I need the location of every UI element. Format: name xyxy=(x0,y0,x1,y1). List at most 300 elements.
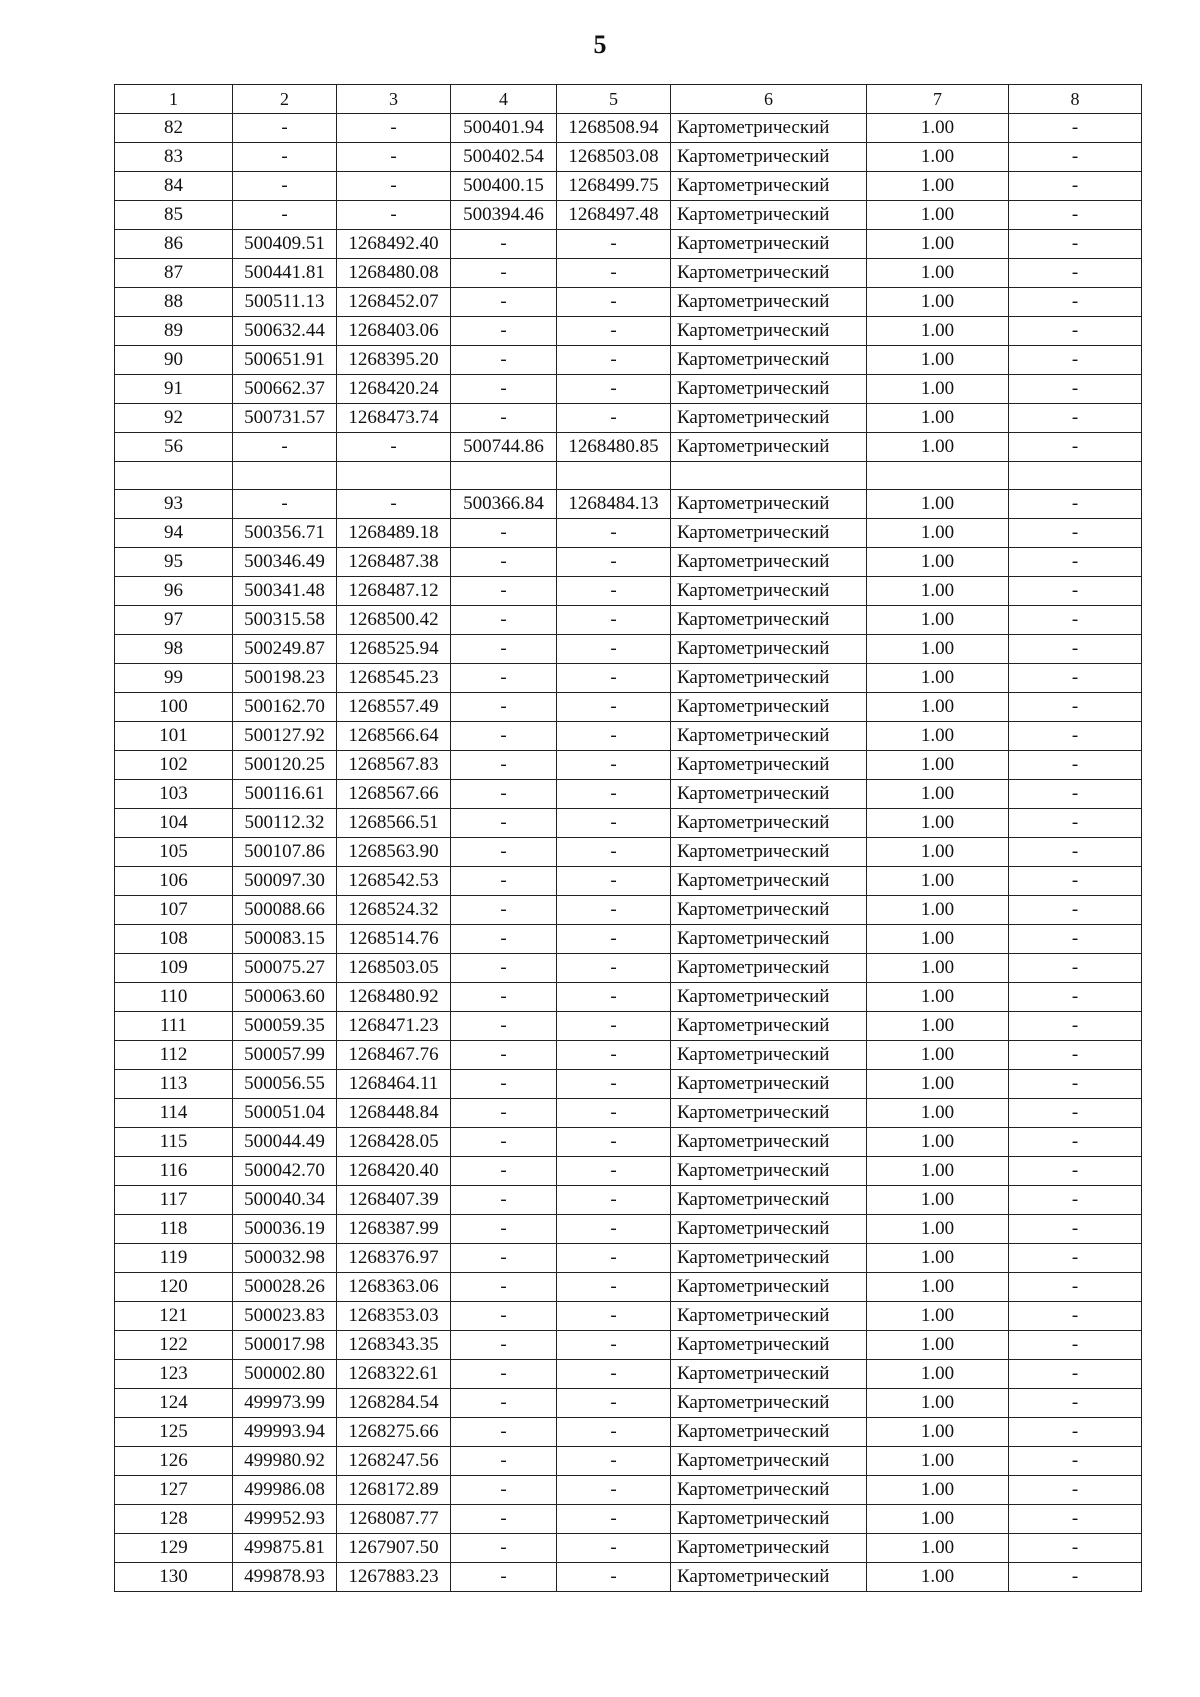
table-cell: 1268473.74 xyxy=(337,404,451,433)
table-cell: 500056.55 xyxy=(233,1070,337,1099)
table-cell: Картометрический xyxy=(671,143,867,172)
table-cell: Картометрический xyxy=(671,1128,867,1157)
table-cell: 500400.15 xyxy=(451,172,557,201)
table-row xyxy=(115,1389,1142,1418)
table-cell: 499980.92 xyxy=(233,1447,337,1476)
table-cell: - xyxy=(557,606,671,635)
table-cell: - xyxy=(451,780,557,809)
table-cell: 1.00 xyxy=(867,114,1009,143)
table-cell: 107 xyxy=(115,896,233,925)
table-cell: 1.00 xyxy=(867,259,1009,288)
table-cell: 1.00 xyxy=(867,433,1009,462)
table-cell: Картометрический xyxy=(671,230,867,259)
table-cell: - xyxy=(557,230,671,259)
table-cell: 1.00 xyxy=(867,1505,1009,1534)
table-cell: 115 xyxy=(115,1128,233,1157)
table-cell: - xyxy=(557,1418,671,1447)
table-cell: 500023.83 xyxy=(233,1302,337,1331)
table-cell: 1268508.94 xyxy=(557,114,671,143)
table-cell: Картометрический xyxy=(671,1157,867,1186)
table-cell: - xyxy=(1009,201,1142,230)
table-cell xyxy=(451,462,557,490)
table-cell: 85 xyxy=(115,201,233,230)
table-cell: Картометрический xyxy=(671,577,867,606)
table-cell: - xyxy=(557,1389,671,1418)
table-cell: Картометрический xyxy=(671,722,867,751)
table-cell: 500249.87 xyxy=(233,635,337,664)
table-cell: 1268407.39 xyxy=(337,1186,451,1215)
table-cell xyxy=(115,462,233,490)
table-cell: - xyxy=(451,230,557,259)
table-cell: - xyxy=(557,751,671,780)
table-cell: - xyxy=(451,1273,557,1302)
table-cell: 128 xyxy=(115,1505,233,1534)
table-row xyxy=(115,577,1142,606)
table-cell: - xyxy=(557,577,671,606)
table-cell: 500366.84 xyxy=(451,490,557,519)
table-cell: - xyxy=(451,1012,557,1041)
table-cell: 500088.66 xyxy=(233,896,337,925)
table-cell: Картометрический xyxy=(671,1476,867,1505)
table-cell: 1.00 xyxy=(867,577,1009,606)
table-cell: - xyxy=(451,577,557,606)
table-cell: 1.00 xyxy=(867,375,1009,404)
table-cell: 108 xyxy=(115,925,233,954)
table-cell: 119 xyxy=(115,1244,233,1273)
table-cell: 97 xyxy=(115,606,233,635)
table-cell: - xyxy=(557,867,671,896)
table-cell: 1268566.64 xyxy=(337,722,451,751)
table-cell: - xyxy=(1009,519,1142,548)
table-cell: 1.00 xyxy=(867,1244,1009,1273)
table-cell: 500632.44 xyxy=(233,317,337,346)
table-cell: 1268247.56 xyxy=(337,1447,451,1476)
table-cell: - xyxy=(1009,1215,1142,1244)
table-cell: 1268471.23 xyxy=(337,1012,451,1041)
table-cell: 1.00 xyxy=(867,490,1009,519)
table-cell: 127 xyxy=(115,1476,233,1505)
table-cell: 499952.93 xyxy=(233,1505,337,1534)
table-cell: 1.00 xyxy=(867,925,1009,954)
table-cell: 1268087.77 xyxy=(337,1505,451,1534)
table-cell: - xyxy=(451,1331,557,1360)
table-cell: 500511.13 xyxy=(233,288,337,317)
table-cell: - xyxy=(557,896,671,925)
column-header: 5 xyxy=(557,85,671,114)
table-cell: 1.00 xyxy=(867,1331,1009,1360)
table-cell: - xyxy=(1009,548,1142,577)
table-row xyxy=(115,1447,1142,1476)
table-cell: - xyxy=(451,1186,557,1215)
table-cell: - xyxy=(337,201,451,230)
table-cell: Картометрический xyxy=(671,925,867,954)
table-cell: Картометрический xyxy=(671,259,867,288)
table-cell: 123 xyxy=(115,1360,233,1389)
table-cell: - xyxy=(1009,1302,1142,1331)
table-cell: 1.00 xyxy=(867,1041,1009,1070)
table-cell: - xyxy=(557,664,671,693)
table-cell: - xyxy=(451,1505,557,1534)
table-cell: 500409.51 xyxy=(233,230,337,259)
table-cell: 1268343.35 xyxy=(337,1331,451,1360)
table-row xyxy=(115,751,1142,780)
table-row xyxy=(115,1215,1142,1244)
table-cell: Картометрический xyxy=(671,433,867,462)
table-cell: 500036.19 xyxy=(233,1215,337,1244)
table-body xyxy=(115,114,1142,1592)
table-row xyxy=(115,896,1142,925)
table-cell: - xyxy=(451,317,557,346)
table-cell: 500075.27 xyxy=(233,954,337,983)
table-cell: 1.00 xyxy=(867,838,1009,867)
table-cell: 100 xyxy=(115,693,233,722)
table-cell: - xyxy=(557,954,671,983)
table-cell: 96 xyxy=(115,577,233,606)
table-cell: - xyxy=(451,1476,557,1505)
table-cell: 1268567.66 xyxy=(337,780,451,809)
column-header: 3 xyxy=(337,85,451,114)
table-cell: 500028.26 xyxy=(233,1273,337,1302)
table-cell: 499986.08 xyxy=(233,1476,337,1505)
table-cell: - xyxy=(1009,1534,1142,1563)
table-cell: - xyxy=(1009,288,1142,317)
table-cell: - xyxy=(557,404,671,433)
table-cell: - xyxy=(1009,1360,1142,1389)
table-cell: - xyxy=(1009,1563,1142,1592)
coordinates-table xyxy=(114,84,1142,1592)
table-cell: 1.00 xyxy=(867,809,1009,838)
table-cell: Картометрический xyxy=(671,519,867,548)
table-row xyxy=(115,433,1142,462)
table-cell: 500401.94 xyxy=(451,114,557,143)
table-cell: 1.00 xyxy=(867,1186,1009,1215)
table-cell: 1.00 xyxy=(867,606,1009,635)
table-cell: - xyxy=(1009,954,1142,983)
table-cell: 84 xyxy=(115,172,233,201)
table-cell: Картометрический xyxy=(671,664,867,693)
table-cell: 124 xyxy=(115,1389,233,1418)
table-cell: - xyxy=(451,1244,557,1273)
table-cell: - xyxy=(1009,635,1142,664)
table-cell: 90 xyxy=(115,346,233,375)
table-cell: 116 xyxy=(115,1157,233,1186)
table-cell: Картометрический xyxy=(671,172,867,201)
table-cell: 500744.86 xyxy=(451,433,557,462)
table-cell: 1.00 xyxy=(867,693,1009,722)
table-cell: - xyxy=(451,1360,557,1389)
table-cell: 101 xyxy=(115,722,233,751)
table-row xyxy=(115,288,1142,317)
table-cell: Картометрический xyxy=(671,780,867,809)
table-row xyxy=(115,404,1142,433)
table-cell: Картометрический xyxy=(671,983,867,1012)
table-cell: 86 xyxy=(115,230,233,259)
table-cell: 1.00 xyxy=(867,1128,1009,1157)
table-cell: 1268497.48 xyxy=(557,201,671,230)
table-cell: 1268525.94 xyxy=(337,635,451,664)
table-row xyxy=(115,346,1142,375)
table-cell: 1.00 xyxy=(867,346,1009,375)
table-cell: 500044.49 xyxy=(233,1128,337,1157)
table-cell: - xyxy=(451,519,557,548)
table-cell: - xyxy=(451,404,557,433)
table-cell: 112 xyxy=(115,1041,233,1070)
table-cell: 122 xyxy=(115,1331,233,1360)
table-cell: 500198.23 xyxy=(233,664,337,693)
table-cell: - xyxy=(557,1505,671,1534)
table-cell: 1268489.18 xyxy=(337,519,451,548)
table-cell: 1268420.24 xyxy=(337,375,451,404)
table-cell: 500042.70 xyxy=(233,1157,337,1186)
table-cell: - xyxy=(1009,1186,1142,1215)
table-cell: 500346.49 xyxy=(233,548,337,577)
table-cell: - xyxy=(1009,1476,1142,1505)
table-cell: - xyxy=(233,433,337,462)
table-cell: - xyxy=(451,1157,557,1186)
table-cell: Картометрический xyxy=(671,1331,867,1360)
table-cell: 500057.99 xyxy=(233,1041,337,1070)
table-cell xyxy=(557,462,671,490)
table-cell: - xyxy=(1009,606,1142,635)
table-cell: - xyxy=(557,1157,671,1186)
table-cell: - xyxy=(1009,896,1142,925)
table-cell: 1268500.42 xyxy=(337,606,451,635)
table-cell: 1268480.92 xyxy=(337,983,451,1012)
table-cell: 1.00 xyxy=(867,1563,1009,1592)
table-cell: 1268428.05 xyxy=(337,1128,451,1157)
table-cell: - xyxy=(1009,143,1142,172)
table-row xyxy=(115,1302,1142,1331)
table-row xyxy=(115,664,1142,693)
table-cell: - xyxy=(557,375,671,404)
table-cell: 118 xyxy=(115,1215,233,1244)
table-cell: 1.00 xyxy=(867,1099,1009,1128)
table-cell: - xyxy=(1009,1012,1142,1041)
table-cell: - xyxy=(557,1012,671,1041)
table-row xyxy=(115,1534,1142,1563)
table-cell: 500083.15 xyxy=(233,925,337,954)
table-row xyxy=(115,201,1142,230)
table-cell: - xyxy=(1009,1157,1142,1186)
table-row xyxy=(115,1505,1142,1534)
table-cell: - xyxy=(451,693,557,722)
table-row xyxy=(115,1070,1142,1099)
table-cell: 1268353.03 xyxy=(337,1302,451,1331)
table-cell: - xyxy=(557,1447,671,1476)
table-cell: 1268403.06 xyxy=(337,317,451,346)
table-cell: 1.00 xyxy=(867,230,1009,259)
column-header: 6 xyxy=(671,85,867,114)
table-header-row xyxy=(115,85,1142,114)
table-cell: - xyxy=(557,983,671,1012)
table-cell: - xyxy=(233,143,337,172)
table-cell: - xyxy=(337,143,451,172)
table-cell: Картометрический xyxy=(671,867,867,896)
table-cell: 1268284.54 xyxy=(337,1389,451,1418)
page-number: 5 xyxy=(593,30,607,59)
table-cell: Картометрический xyxy=(671,751,867,780)
table-cell: - xyxy=(451,1418,557,1447)
table-cell: 98 xyxy=(115,635,233,664)
table-cell: - xyxy=(451,664,557,693)
table-row xyxy=(115,954,1142,983)
table-cell: 500127.92 xyxy=(233,722,337,751)
table-cell: 1.00 xyxy=(867,1157,1009,1186)
table-cell: - xyxy=(337,433,451,462)
table-cell: 1.00 xyxy=(867,1273,1009,1302)
table-cell: - xyxy=(1009,1418,1142,1447)
table-row xyxy=(115,1563,1142,1592)
table-cell: - xyxy=(1009,1389,1142,1418)
table-cell: - xyxy=(451,635,557,664)
table-cell: 1268484.13 xyxy=(557,490,671,519)
table-row xyxy=(115,1186,1142,1215)
table-row xyxy=(115,317,1142,346)
table-cell: 102 xyxy=(115,751,233,780)
table-cell: 500059.35 xyxy=(233,1012,337,1041)
table-cell: Картометрический xyxy=(671,1186,867,1215)
table-cell: 1.00 xyxy=(867,1389,1009,1418)
table-cell: Картометрический xyxy=(671,1012,867,1041)
table-cell: - xyxy=(451,954,557,983)
table-cell: - xyxy=(1009,722,1142,751)
table-cell: Картометрический xyxy=(671,114,867,143)
table-cell: 1268566.51 xyxy=(337,809,451,838)
table-cell: 1.00 xyxy=(867,201,1009,230)
table-cell: 500032.98 xyxy=(233,1244,337,1273)
table-cell: Картометрический xyxy=(671,1534,867,1563)
table-cell: - xyxy=(557,1360,671,1389)
table-cell: 113 xyxy=(115,1070,233,1099)
table-cell: Картометрический xyxy=(671,838,867,867)
table-cell: - xyxy=(557,1186,671,1215)
table-cell: - xyxy=(557,1273,671,1302)
table-cell: - xyxy=(557,838,671,867)
table-cell: Картометрический xyxy=(671,1360,867,1389)
table-cell: 1.00 xyxy=(867,1447,1009,1476)
table-row xyxy=(115,1418,1142,1447)
table-cell: 1268542.53 xyxy=(337,867,451,896)
table-cell: - xyxy=(557,1070,671,1099)
table-cell: Картометрический xyxy=(671,606,867,635)
table-cell: - xyxy=(451,722,557,751)
table-cell: - xyxy=(451,1302,557,1331)
table-cell: - xyxy=(1009,346,1142,375)
table-row xyxy=(115,1041,1142,1070)
table-cell: 1267883.23 xyxy=(337,1563,451,1592)
table-cell: 1.00 xyxy=(867,172,1009,201)
table-cell: - xyxy=(451,1099,557,1128)
table-row xyxy=(115,809,1142,838)
table-cell: 94 xyxy=(115,519,233,548)
table-cell: - xyxy=(1009,1331,1142,1360)
table-cell: - xyxy=(1009,1041,1142,1070)
table-cell: 1268480.85 xyxy=(557,433,671,462)
table-cell: 499878.93 xyxy=(233,1563,337,1592)
table-cell: 104 xyxy=(115,809,233,838)
table-row xyxy=(115,114,1142,143)
table-cell: - xyxy=(451,1128,557,1157)
table-cell: Картометрический xyxy=(671,1447,867,1476)
table-cell: 1268545.23 xyxy=(337,664,451,693)
table-cell: - xyxy=(1009,1505,1142,1534)
table-cell: - xyxy=(1009,1244,1142,1273)
table-cell: 1.00 xyxy=(867,954,1009,983)
table-cell: 500394.46 xyxy=(451,201,557,230)
table-cell: - xyxy=(451,1215,557,1244)
table-cell: - xyxy=(557,635,671,664)
table-cell: 109 xyxy=(115,954,233,983)
table-cell: - xyxy=(1009,375,1142,404)
table-cell: - xyxy=(1009,664,1142,693)
table-cell: 1.00 xyxy=(867,288,1009,317)
table-cell: - xyxy=(1009,490,1142,519)
table-cell: 1268363.06 xyxy=(337,1273,451,1302)
table-cell: - xyxy=(451,983,557,1012)
table-cell: - xyxy=(451,1563,557,1592)
table-cell: - xyxy=(451,1389,557,1418)
table-cell: 126 xyxy=(115,1447,233,1476)
table-cell: - xyxy=(1009,925,1142,954)
table-cell: 500002.80 xyxy=(233,1360,337,1389)
table-cell: - xyxy=(557,1215,671,1244)
table-row xyxy=(115,548,1142,577)
column-header: 4 xyxy=(451,85,557,114)
column-header: 8 xyxy=(1009,85,1142,114)
table-cell: - xyxy=(337,114,451,143)
table-cell: - xyxy=(1009,172,1142,201)
table-cell: - xyxy=(557,809,671,838)
table-cell: Картометрический xyxy=(671,635,867,664)
table-cell: 92 xyxy=(115,404,233,433)
table-cell: 1268395.20 xyxy=(337,346,451,375)
table-cell: - xyxy=(233,114,337,143)
table-cell: 500441.81 xyxy=(233,259,337,288)
table-cell: 1268452.07 xyxy=(337,288,451,317)
column-header: 1 xyxy=(115,85,233,114)
table-cell: - xyxy=(451,1534,557,1563)
table-cell: - xyxy=(1009,230,1142,259)
table-cell: 1.00 xyxy=(867,143,1009,172)
table-cell: 500651.91 xyxy=(233,346,337,375)
table-cell: - xyxy=(1009,867,1142,896)
table-row xyxy=(115,1476,1142,1505)
table-row xyxy=(115,693,1142,722)
table-cell: 500356.71 xyxy=(233,519,337,548)
table-cell: 500063.60 xyxy=(233,983,337,1012)
table-cell: 91 xyxy=(115,375,233,404)
table-cell: 500162.70 xyxy=(233,693,337,722)
table-cell: 1.00 xyxy=(867,404,1009,433)
table-row xyxy=(115,519,1142,548)
table-cell: - xyxy=(1009,1447,1142,1476)
table-row xyxy=(115,1157,1142,1186)
table-cell: 1.00 xyxy=(867,1302,1009,1331)
table-cell: 500051.04 xyxy=(233,1099,337,1128)
table-cell: - xyxy=(451,867,557,896)
table-cell: 499993.94 xyxy=(233,1418,337,1447)
table-cell: - xyxy=(1009,1099,1142,1128)
table-cell: 1268172.89 xyxy=(337,1476,451,1505)
table-cell: Картометрический xyxy=(671,1563,867,1592)
table-cell: - xyxy=(1009,838,1142,867)
table-cell: 499973.99 xyxy=(233,1389,337,1418)
table-cell: - xyxy=(451,606,557,635)
table-cell: 1.00 xyxy=(867,722,1009,751)
table-cell: - xyxy=(557,288,671,317)
table-row xyxy=(115,1128,1142,1157)
table-cell: - xyxy=(557,693,671,722)
